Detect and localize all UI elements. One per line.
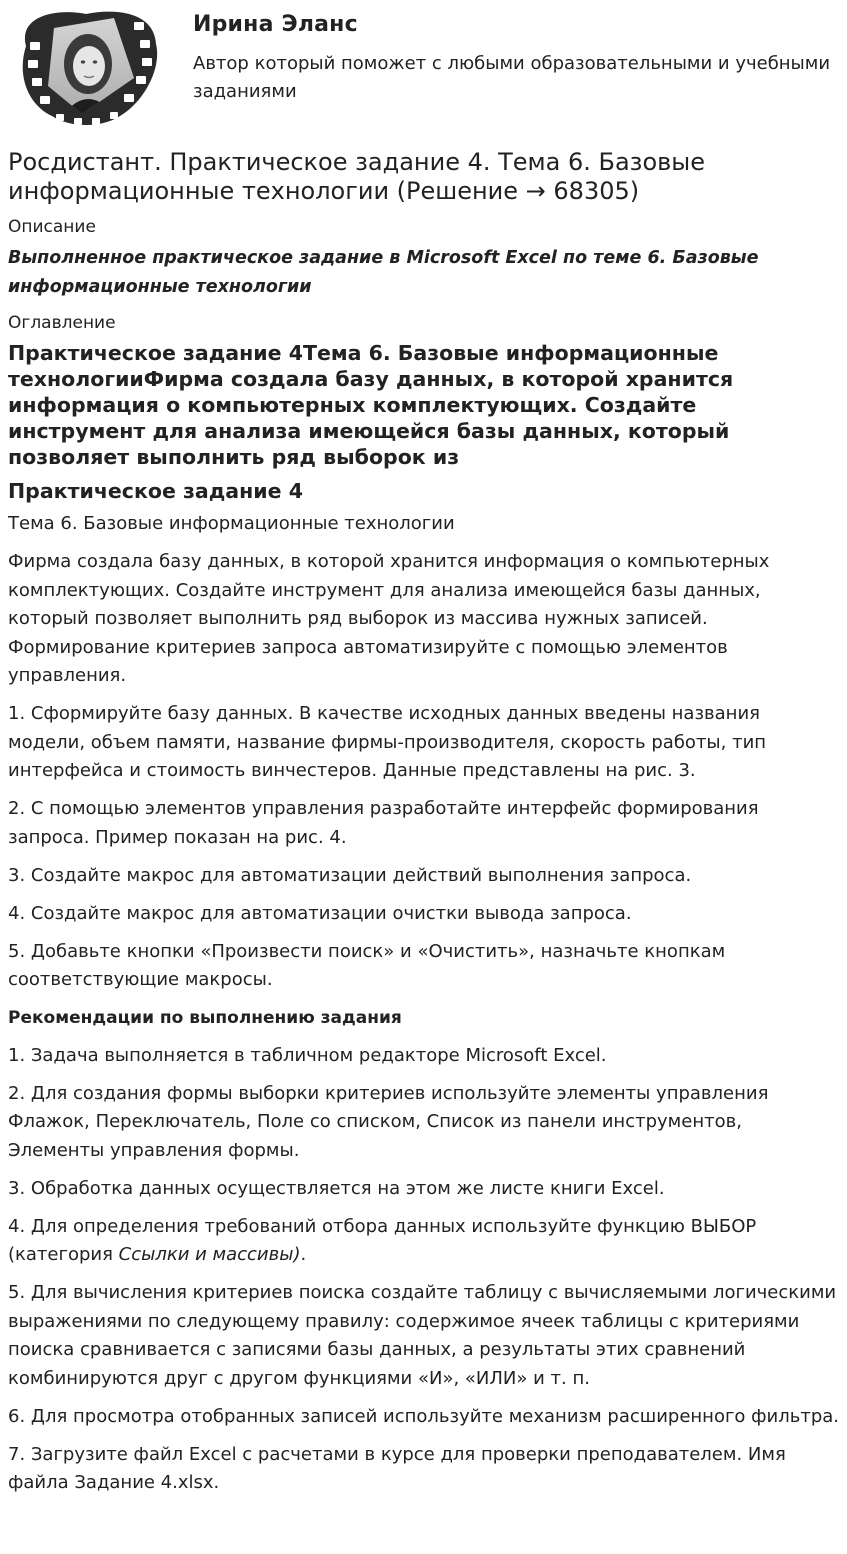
content-intro: Фирма создала базу данных, в которой хранится информация о компьютерных комплектующих. Создайте инструмент для анализа имеющейся базы данных, который позволяет выполнить ряд выборок из массива нужных записей. Формирование критериев запроса автоматизируйте с помощью элементов управления. [8,551,770,686]
task-item: 1. Сформируйте базу данных. В качестве исходных данных введены названия модели, объем памяти, название фирмы-производителя, скорость работы, тип интерфейса и стоимость винчестеров. Данные представлены на рис. 3. [8,703,767,781]
rec4-prefix: 4. Для определения требований отбора данных используйте функцию ВЫБОР (категория [8,1215,757,1265]
recommendation-item: 7. Загрузите файл Excel с расчетами в курсе для проверки преподавателем. Имя файла Задание 4.xlsx. [8,1443,786,1493]
recommendation-item: 5. Для вычисления критериев поиска создайте таблицу с вычисляемыми логическими выражениями по следующему правилу: содержимое ячеек таблицы с критериями поиска сравнивается с записями базы данных, а результаты этих сравнений комбинируются друг с другом функциями «И», «ИЛИ» и т. п. [8,1282,837,1389]
toc-label: Оглавление [8,313,116,333]
recommendation-item [8,1213,839,1270]
rec4-italic: Ссылки и массивы) [118,1244,301,1265]
task-item: 5. Добавьте кнопки «Произвести поиск» и «Очистить», назначьте кнопкам соответствующие макросы. [8,940,726,990]
rec4-suffix: . [300,1244,307,1265]
content-topic: Тема 6. Базовые информационные технологии [8,513,455,534]
page-title: Росдистант. Практическое задание 4. Тема 6. Базовые информационные технологии (Решение → 68305) [8,148,705,205]
task-item: 4. Создайте макрос для автоматизации очистки вывода запроса. [8,902,632,924]
description-label: Описание [8,217,96,237]
recommendation-item: 2. Для создания формы выборки критериев используйте элементы управления Флажок, Переключатель, Поле со списком, Список из панели инструментов, Элементы управления формы. [8,1082,769,1161]
recommendation-item: 3. Обработка данных осуществляется на этом же листе книги Excel. [8,1177,665,1199]
task-item: 3. Создайте макрос для автоматизации действий выполнения запроса. [8,864,692,886]
author-description: Автор который поможет с любыми образовательными и учебными заданиями [193,53,831,102]
recommendations-heading: Рекомендации по выполнению задания [8,1008,402,1028]
recommendation-item: 6. Для просмотра отобранных записей используйте механизм расширенного фильтра. [8,1405,840,1427]
recommendation-item: 1. Задача выполняется в табличном редакторе Microsoft Excel. [8,1044,607,1066]
avatar[interactable] [16,6,160,128]
task-item: 2. С помощью элементов управления разработайте интерфейс формирования запроса. Пример показан на рис. 4. [8,798,759,848]
toc-text: Практическое задание 4Тема 6. Базовые информационные технологииФирма создала базу данных, в которой хранится информация о компьютерных комплектующих. Создайте инструмент для анализа имеющейся базы данных, который позволяет выполнить ряд выборок из [8,341,734,469]
description-text: Выполненное практическое задание в Microsoft Excel по теме 6. Базовые информационные технологии [8,248,759,297]
content-heading: Практическое задание 4 [8,479,303,503]
author-card [8,0,839,130]
author-name[interactable]: Ирина Эланс [193,12,358,37]
